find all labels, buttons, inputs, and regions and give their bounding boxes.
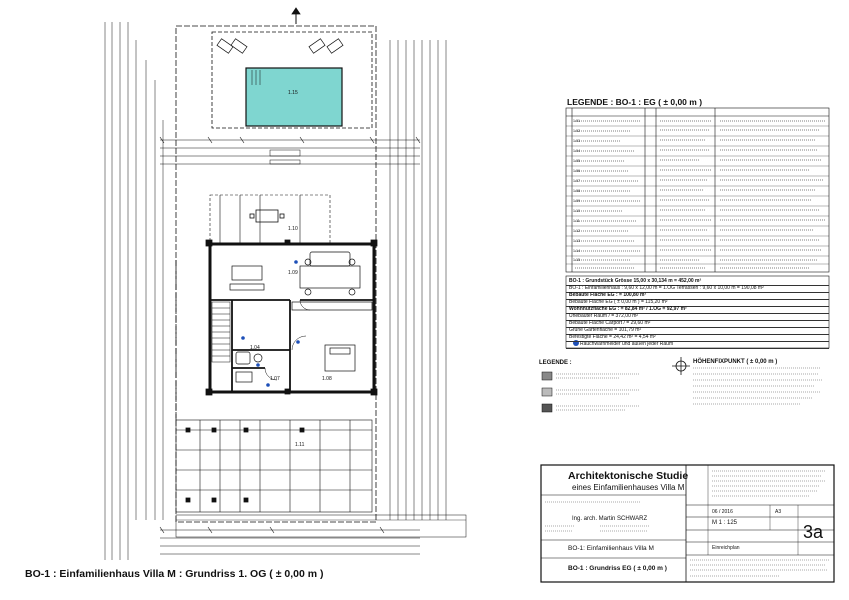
hoehenfixpunkt-title: HÖHENFIXPUNKT ( ± 0,00 m )	[693, 359, 778, 365]
room-label-room: 1.08	[322, 376, 332, 382]
titleblock-plan: BO-1 : Grundriss EG ( ± 0,00 m )	[568, 565, 667, 572]
room-label-pool: 1.15	[288, 90, 298, 96]
titleblock-date: 06 / 2016	[712, 509, 733, 515]
room-label-kitchen: 1.07	[270, 376, 280, 382]
titleblock-sheet-number: 3a	[803, 522, 824, 542]
legend-row: 1.11	[573, 219, 580, 223]
legend-row: 1.12	[573, 229, 580, 233]
summary-line: BO-1 : Einfamilienhaus : 9,60 x 12,00 m = 1.OG Terrassen : 9,60 x 10,00 m = 190,08 m²	[566, 284, 829, 293]
titleblock-title: Architektonische Studie	[568, 470, 689, 482]
summary-line: Bebaute Fläche EG : = 100,80 m²	[566, 291, 829, 300]
legend-row: 1.09	[573, 199, 580, 203]
legend-2-title: LEGENDE :	[539, 360, 572, 366]
titleblock-scale: M 1 : 125	[712, 520, 738, 526]
room-label-living: 1.09	[288, 270, 298, 276]
summary-line: Unebauter Raum / = 372,00 m²	[566, 312, 829, 321]
room-label-hall: 1.04	[250, 345, 260, 351]
legend-row: 1.05	[573, 159, 580, 163]
summary-line: Grüne Gartenfläche = 101,79 m²	[566, 326, 829, 335]
room-label-carport: 1.11	[295, 442, 305, 448]
titleblock-architect: Ing. arch. Martin SCHWARZ	[572, 516, 648, 522]
legend-row: 1.04	[573, 149, 580, 153]
titleblock-project: BO-1: Einfamilienhaus Villa M	[568, 545, 654, 552]
legend-row: 1.06	[573, 169, 580, 173]
legend-row: 1.01	[573, 119, 580, 123]
legend-row: 1.13	[573, 239, 580, 243]
summary-line: Befestigte Fläche = 24,42 m² = 4,54 m²	[566, 333, 829, 342]
legend-row: 1.08	[573, 189, 580, 193]
legend-row: 1.07	[573, 179, 580, 183]
room-label-terrace: 1.10	[288, 226, 298, 232]
drawing-title: BO-1 : Einfamilienhaus Villa M : Grundriss 1. OG ( ± 0,00 m )	[25, 568, 324, 580]
titleblock-subtitle: eines Einfamilienhauses Villa M	[572, 483, 685, 492]
legend-row: 1.03	[573, 139, 580, 143]
summary-line: Rauchwarnmelder und außen jeder Raum	[566, 340, 829, 349]
legend-row: 1.10	[573, 209, 580, 213]
legend-row: 1.15	[573, 258, 580, 262]
legend-title: LEGENDE : BO-1 : EG ( ± 0,00 m )	[567, 97, 703, 107]
titleblock-plan-type: Einreichplan	[712, 545, 740, 551]
legend-row: 1.02	[573, 129, 580, 133]
summary-line: Wohnnutzfläche EG : = 82,84 m² / 1.OG = 92,97 m²	[566, 305, 829, 314]
summary-line: Bebaute Fläche Carport / = 29,60 m²	[566, 319, 829, 328]
summary-line: Bebaute Fläche EG ( ± 0,00 m ) = 115,20 m²	[566, 298, 829, 307]
legend-row: 1.14	[573, 249, 580, 253]
titleblock-format: A3	[775, 509, 782, 515]
summary-line: BO-1 : Grundstück Grösse 15,00 x 30,134 m = 452,00 m²	[566, 277, 829, 286]
